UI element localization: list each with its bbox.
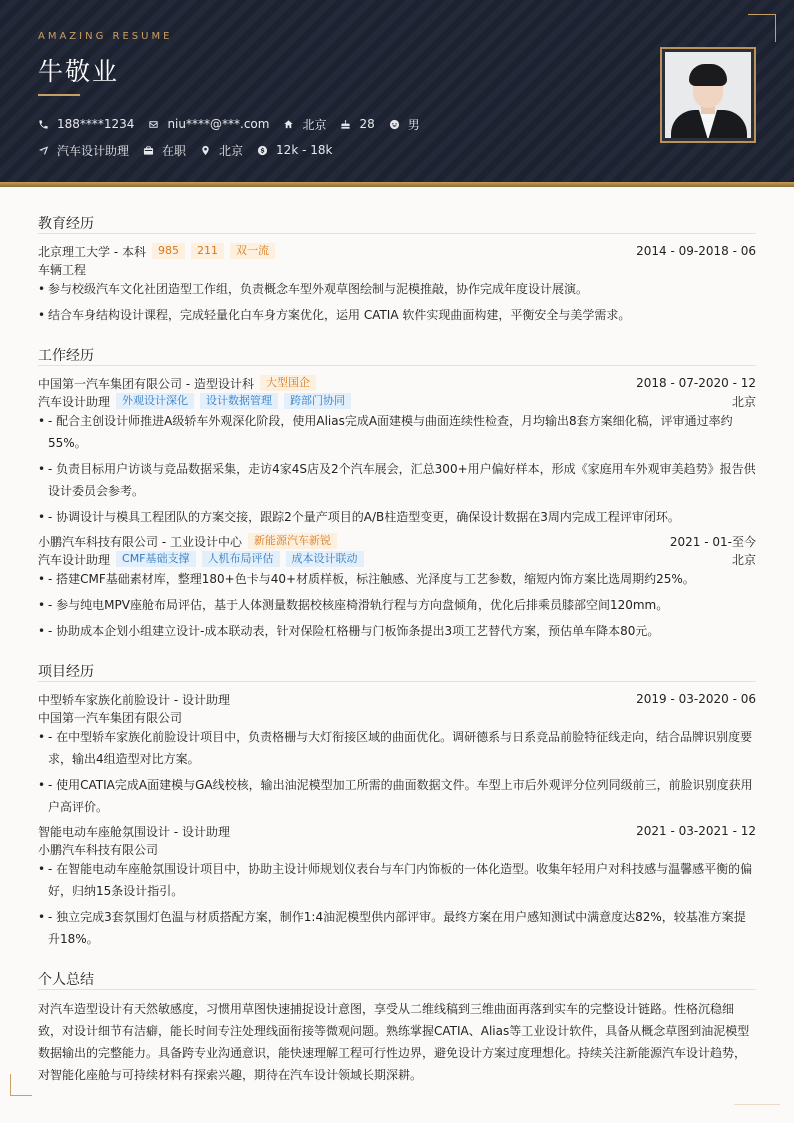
contact-row [38,116,434,132]
profile-photo [665,52,751,138]
project-bullet: • - 使用CATIA完成A面建模与GA线校核，输出油泥模型加工所需的曲面数据文件。车型上市后外观评分位列同级前三，前脸识别度获用户高评价。 [38,774,756,818]
section-title-work: 工作经历 [38,348,94,364]
home-icon [283,119,294,130]
city-item [283,116,326,133]
company-name: 小鹏汽车科技有限公司 - 工业设计中心 [38,534,242,549]
city-text: 北京 [302,117,327,132]
paper-plane-icon [38,145,49,156]
major-name: 车辆工程 [38,262,87,277]
candidate-name: 牛敬业 [38,57,120,86]
corner-ornament-top-right [748,14,776,42]
salary-coin-icon [257,145,268,156]
school-tag: 双一流 [230,243,275,259]
job-bullet: • - 配合主创设计师推进A级轿车外观深化阶段，使用Alias完成A面建模与曲面连续性检查，月均输出8套方案细化稿，评审通过率约55%。 [38,410,756,454]
name-underline [38,94,80,96]
education-major-row [38,261,756,277]
phone-text: 188****1234 [57,117,135,131]
section-divider [38,365,756,366]
location-pin-icon [200,145,211,156]
company-tag: 大型国企 [260,375,316,391]
section-title-education: 教育经历 [38,216,94,232]
birthday-cake-icon [340,119,351,130]
job-role: 汽车设计助理 [38,394,111,409]
project-name: 中型轿车家族化前脸设计 - 设计助理 [38,692,230,707]
project-org-row [38,841,756,857]
smiley-face-icon [389,119,400,130]
education-header-row [38,243,756,259]
skill-tag: 设计数据管理 [200,393,278,409]
job-location: 北京 [731,552,756,567]
project-header-row [38,823,756,839]
job-date: 2021 - 01-至今 [669,534,756,549]
job-location: 北京 [731,394,756,409]
job-bullet: • - 负责目标用户访谈与竞品数据采集，走访4家4S店及2个汽车展会，汇总300+用户偏好样本，形成《家庭用车外观审美趋势》报告供设计委员会参考。 [38,458,756,502]
location-item [200,142,243,159]
job-role-row [38,393,756,409]
gender-text: 男 [407,117,420,132]
mail-icon [148,119,159,130]
summary-text: 对汽车造型设计有天然敏感度，习惯用草图快速捕捉设计意图，享受从二维线稿到三维曲面再落到实车的完整设计链路。性格沉稳细致，对设计细节有洁癖，能长时间专注处理线面衔接等微观问题。熟练掌握CATIA、Alias等工业设计软件，具备从概念草图到油泥模型数据输出的完整能力。具备跨专业沟通意识，能快速理解工程可行性边界，避免设计方案过度理想化。持续关注新能源汽车设计趋势，对智能化座舱与可持续材料有探索兴趣，期待在汽车设计领域长期深耕。 [38,1002,750,1082]
project-date: 2021 - 03-2021 - 12 [636,824,756,838]
job-bullet: • - 搭建CMF基础素材库，整理180+色卡与40+材质样板，标注触感、光泽度与工艺参数，缩短内饰方案比选周期约25%。 [38,568,756,590]
school-tag: 211 [191,243,224,259]
briefcase-icon [143,145,154,156]
project-bullet: • - 在中型轿车家族化前脸设计项目中，负责格栅与大灯衔接区域的曲面优化。调研德系与日系竞品前脸特征线走向，结合品牌识别度要求，输出4组造型对比方案。 [38,726,756,770]
profile-photo-frame [660,47,756,143]
section-title-summary: 个人总结 [38,972,94,988]
job-role-row [38,551,756,567]
phone-item [38,117,134,131]
company-name: 中国第一汽车集团有限公司 - 造型设计科 [38,376,254,391]
education-date: 2014 - 09-2018 - 06 [636,244,756,258]
project-bullet: • - 在智能电动车座舱氛围设计项目中，协助主设计师规划仪表台与车门内饰板的一体化造型。收集年轻用户对科技感与温馨感平衡的偏好，归纳15条设计指引。 [38,858,756,902]
job-bullet: • - 协助成本企划小组建立设计-成本联动表，针对保险杠格栅与门板饰条提出3项工艺替代方案，预估单车降本80元。 [38,620,756,642]
skill-tag: 成本设计联动 [286,551,364,567]
intention-item [38,142,129,159]
job-role: 汽车设计助理 [38,552,111,567]
skill-tag: 外观设计深化 [116,393,194,409]
job-header-row [38,533,756,549]
header-gold-divider [0,182,794,187]
school-name: 北京理工大学 - 本科 [38,244,146,259]
education-bullet: • 参与校级汽车文化社团造型工作组，负责概念车型外观草图绘制与泥模推敲，协作完成年度设计展演。 [38,278,756,300]
job-bullet: • - 协调设计与模具工程团队的方案交接，跟踪2个量产项目的A/B柱造型变更，确保设计数据在3周内完成工程评审闭环。 [38,506,756,528]
section-divider [38,681,756,682]
project-date: 2019 - 03-2020 - 06 [636,692,756,706]
status-text: 在职 [162,143,187,158]
intention-text: 汽车设计助理 [57,143,130,158]
skill-tag: CMF基础支撑 [116,551,196,567]
section-divider [38,989,756,990]
job-date: 2018 - 07-2020 - 12 [636,376,756,390]
project-org: 中国第一汽车集团有限公司 [38,710,183,725]
project-org: 小鹏汽车科技有限公司 [38,842,159,857]
salary-text: 12k - 18k [276,143,333,157]
project-name: 智能电动车座舱氛围设计 - 设计助理 [38,824,230,839]
project-bullet: • - 独立完成3套氛围灯色温与材质搭配方案，制作1:4油泥模型供内部评审。最终方案在用户感知测试中满意度达82%，较基准方案提升18%。 [38,906,756,950]
age-item [340,117,374,131]
school-tag: 985 [152,243,185,259]
skill-tag: 跨部门协同 [284,393,351,409]
company-tag: 新能源汽车新锐 [248,533,337,549]
education-bullet: • 结合车身结构设计课程，完成轻量化白车身方案优化，运用 CATIA 软件实现曲面构建，平衡安全与美学需求。 [38,304,756,326]
section-title-projects: 项目经历 [38,664,94,680]
salary-item [257,143,332,157]
job-intention-row [38,142,346,158]
status-item [143,142,186,159]
job-bullet: • - 参与纯电MPV座舱布局评估，基于人体测量数据校核座椅滑轨行程与方向盘倾角，优化后排乘员膝部空间120mm。 [38,594,756,616]
skill-tag: 人机布局评估 [202,551,280,567]
section-divider [38,233,756,234]
email-text: niu****@***.com [167,117,270,131]
email-item [148,117,269,131]
location-text: 北京 [219,143,244,158]
resume-tagline: AMAZING RESUME [38,31,173,42]
corner-ornament-bottom-left [10,1074,32,1096]
phone-icon [38,119,49,130]
project-org-row [38,709,756,725]
age-text: 28 [359,117,375,131]
project-header-row [38,691,756,707]
job-header-row [38,375,756,391]
gender-item [389,116,420,133]
corner-ornament-bottom-right [734,1104,780,1105]
